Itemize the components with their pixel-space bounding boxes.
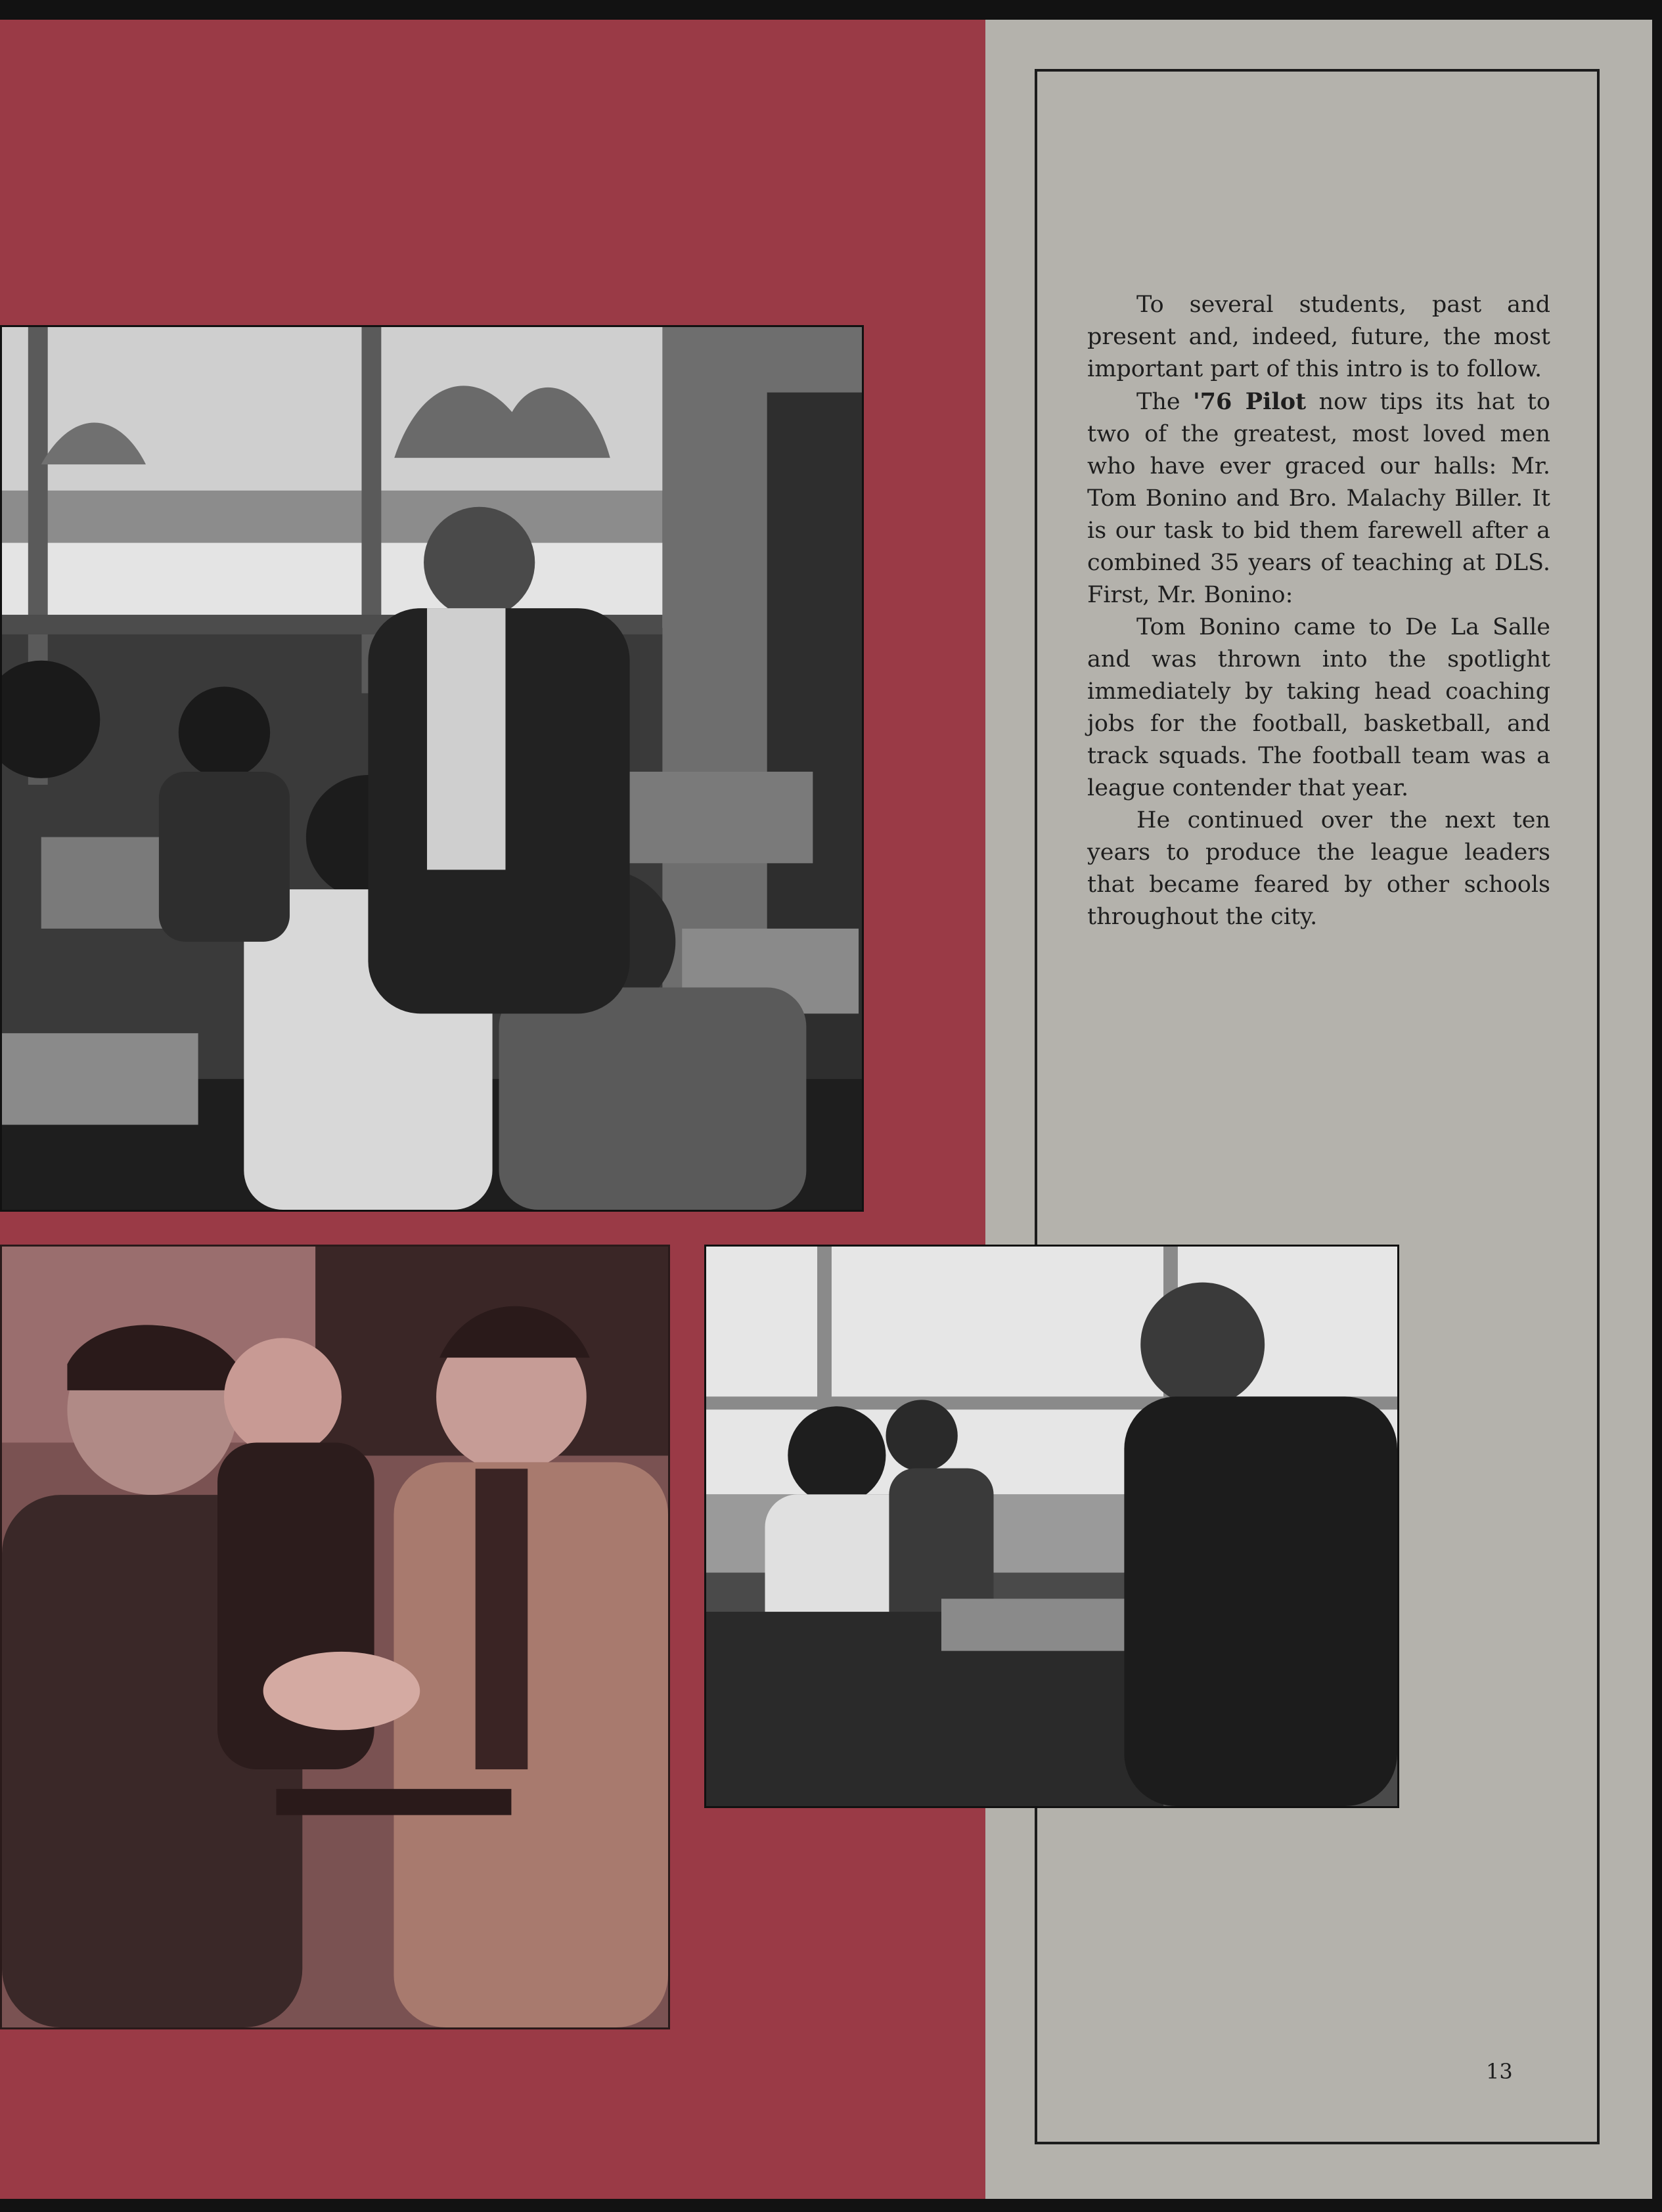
teacher-classroom-photo xyxy=(704,1245,1399,1808)
page-number: 13 xyxy=(1486,2059,1513,2084)
article-body xyxy=(1087,289,1550,933)
teacher-classroom-photo-art xyxy=(706,1247,1397,1806)
pilot-paragraph-rest: now tips its hat to two of the greatest, most loved men who have ever graced our halls: Mr. Tom Bonino and Bro. Malachy Biller. It is our task to bid them farewell after a combined 35 years of teaching at DLS. First, Mr. Bonino: xyxy=(1087,389,1551,608)
article-paragraph: The '76 Pilot now tips its hat to two of the greatest, most loved men who have ever graced our halls: Mr. Tom Bonino and Bro. Malachy Biller. It is our task to bid them farewell after a combined 35 years of teaching at DLS. First, Mr. Bonino: xyxy=(1087,388,1551,608)
handshake-award-photo-art xyxy=(2,1247,668,2027)
handshake-award-photo xyxy=(0,1245,670,2029)
typing-class-photo-art xyxy=(2,327,862,1210)
article-paragraph: Tom Bonino came to De La Salle and was thrown into the spotlight immediately by taking head coaching jobs for the football, basketball, and track squads. The football team was a league contender that year. xyxy=(1087,614,1550,801)
article-paragraph: To several students, past and present and, indeed, future, the most important part of this intro is to follow. xyxy=(1087,292,1550,382)
article-paragraph: He continued over the next ten years to produce the league leaders that became feared by other schools throughout the city. xyxy=(1087,807,1550,930)
pilot-label: '76 Pilot xyxy=(1192,388,1307,415)
typing-class-photo xyxy=(0,325,864,1212)
